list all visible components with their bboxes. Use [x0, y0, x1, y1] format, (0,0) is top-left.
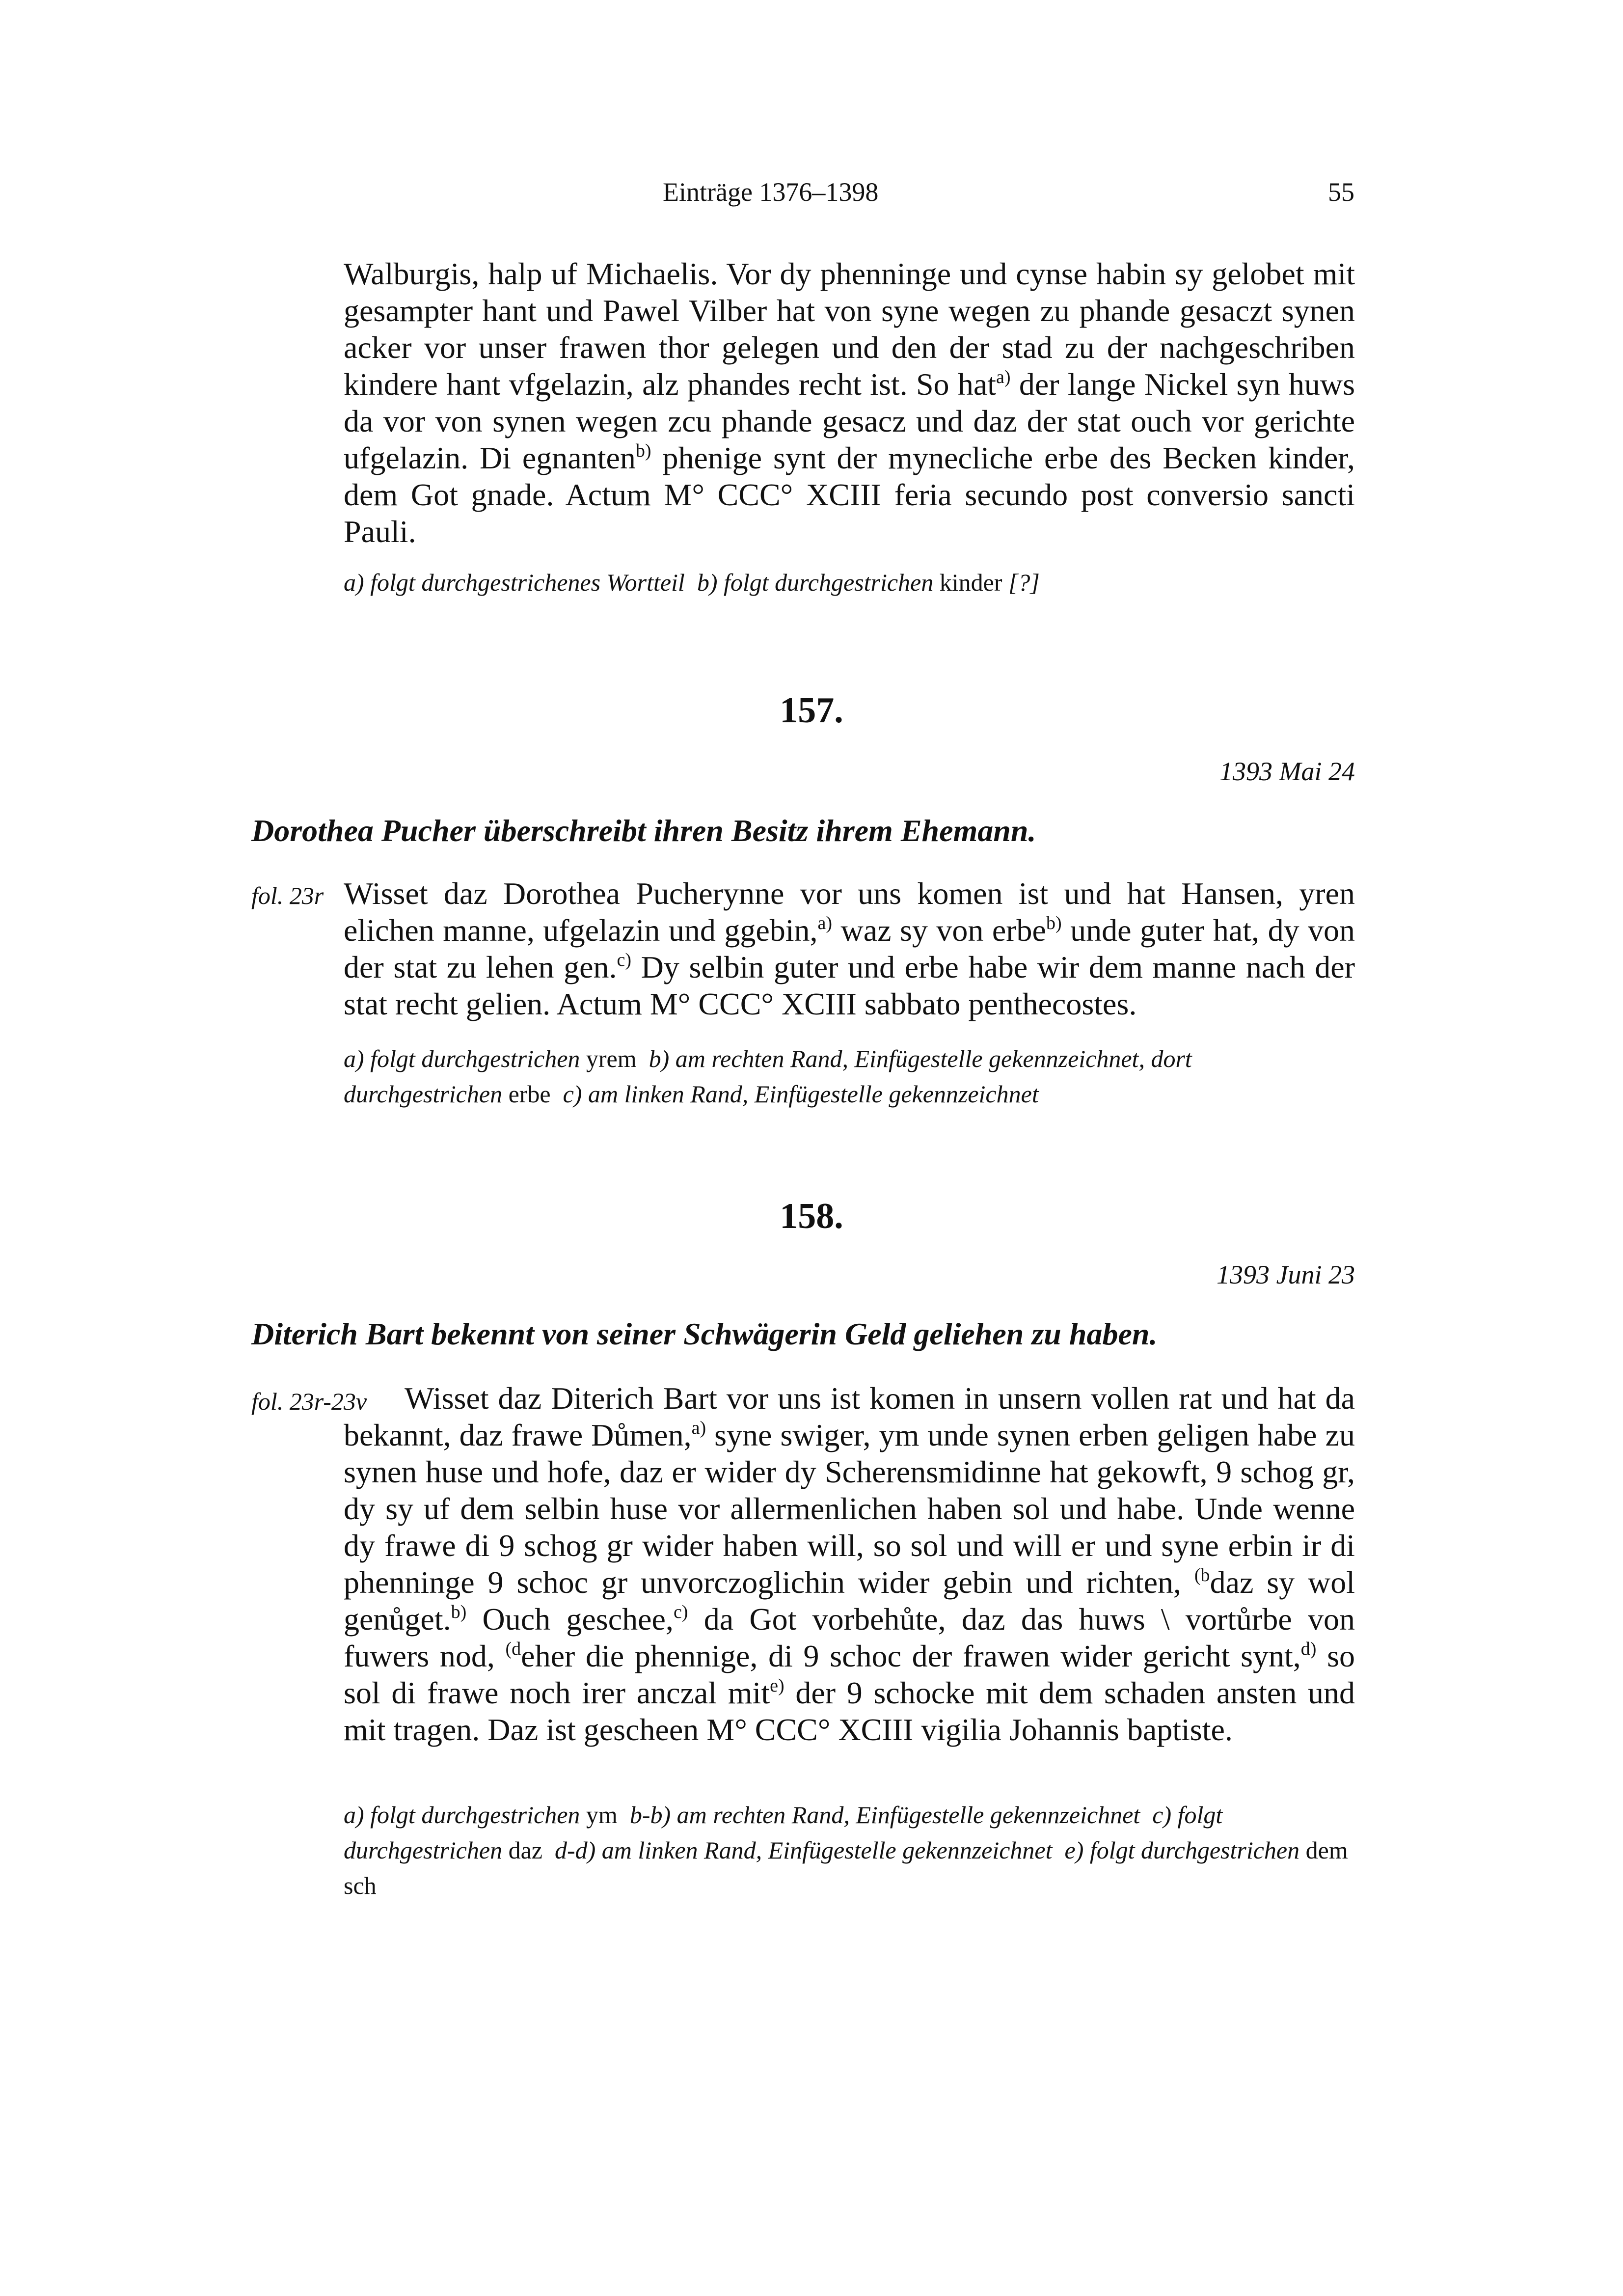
footnote-marker: a)	[817, 913, 833, 933]
entry-157-footnotes: a) folgt durchgestrichen yrem b) am rechten Rand, Einfügestelle gekennzeichnet, dort durchgestrichen erbe c) am linken Rand, Einfügestelle gekennzeichnet	[344, 1045, 1192, 1108]
entry-157-date: 1393 Mai 24	[1219, 757, 1355, 786]
footnote-marker: a)	[996, 367, 1011, 387]
footnote-marker: d)	[1300, 1639, 1317, 1659]
footnote-marker: c)	[617, 950, 632, 970]
entry-156-continuation-text: Walburgis, halp uf Michaelis. Vor dy phenninge und cynse habin sy gelobet mit gesampter hant und Pawel Vilber hat von syne wegen zu phande gesaczt synen acker vor unser frawen thor gelegen und den der stad zu der nachgeschriben kindere hant vfgelazin, alz phandes recht ist. So hat$^{a)}$ der lange Nickel syn huws da vor von synen wegen zcu phande gesacz und daz der stat ouch vor gerichte ufgelazin. Di egnanten$^{b)}$ phenige synt der mynecliche erbe des Becken kinder, dem Got gnade. Actum M° CCC° XCIII feria secundo post conversio sancti Pauli.	[344, 256, 1355, 549]
entry-158-text: Wisset daz Diterich Bart vor uns ist komen in unsern vollen rat und hat da bekannt, daz frawe Důmen,$^{a)}$ syne swiger, ym unde synen erben geligen habe zu synen huse und hofe, daz er wider dy Scherensmidinne hat gekowft, 9 schog gr, dy sy uf dem selbin huse vor allermenlichen haben sol und habe. Unde wenne dy frawe di 9 schog gr wider haben will, so sol und will er und syne erbin ir di phenninge 9 schoc gr unvorczoglichin wider gebin und richten, $^{(b}$daz sy wol genůget.$^{b)}$ Ouch geschee,$^{c)}$ da Got vorbehůte, daz das huws \ vortůrbe von fuwers nod, $^{(d}$eher die phennige, di 9 schoc der frawen wider gericht synt,$^{d)}$ so sol di frawe noch irer anczal mit$^{e)}$ der 9 schocke mit dem schaden ansten und mit tragen. Daz ist gescheen M° CCC° XCIII vigilia Johannis baptiste.	[344, 1381, 1355, 1747]
entry-157-folio: fol. 23r	[251, 882, 324, 909]
entry-156-footnotes: a) folgt durchgestrichenes Wortteil b) folgt durchgestrichen kinder [?]	[344, 569, 1040, 596]
entry-157-text: Wisset daz Dorothea Pucherynne vor uns komen ist und hat Hansen, yren elichen manne, ufgelazin und ggebin,$^{a)}$ waz sy von erbe$^{b)}$ unde guter hat, dy von der stat zu lehen gen.$^{c)}$ Dy selbin guter und erbe habe wir dem manne nach der stat recht gelien. Actum M° CCC° XCIII sabbato penthecostes.	[344, 876, 1355, 1021]
footnote-marker: b)	[635, 440, 651, 461]
page-number: 55	[1328, 177, 1354, 207]
footnote-marker: b)	[1046, 913, 1062, 933]
entry-157-title: Dorothea Pucher überschreibt ihren Besitz ihrem Ehemann.	[251, 813, 1036, 848]
entry-158-title: Diterich Bart bekennt von seiner Schwägerin Geld geliehen zu haben.	[251, 1316, 1158, 1351]
footnote-marker: b)	[451, 1602, 467, 1622]
footnote-marker: e)	[770, 1675, 784, 1696]
footnote-marker: c)	[673, 1602, 688, 1622]
entry-158-number: 158.	[780, 1196, 843, 1236]
running-head-title: Einträge 1376–1398	[663, 177, 879, 207]
entry-157-number: 157.	[780, 690, 843, 731]
footnote-marker: a)	[691, 1418, 706, 1438]
entry-158-date: 1393 Juni 23	[1217, 1260, 1355, 1289]
footnote-marker: (d	[505, 1639, 521, 1659]
footnote-marker: (b	[1194, 1565, 1210, 1585]
entry-158-folio: fol. 23r-23v	[251, 1388, 367, 1415]
entry-158-footnotes: a) folgt durchgestrichen ym b-b) am rechten Rand, Einfügestelle gekennzeichnet c) folgt durchgestrichen daz d-d) am linken Rand, Einfügestelle gekennzeichnet e) folgt durchgestrichen dem sch	[344, 1801, 1348, 1899]
